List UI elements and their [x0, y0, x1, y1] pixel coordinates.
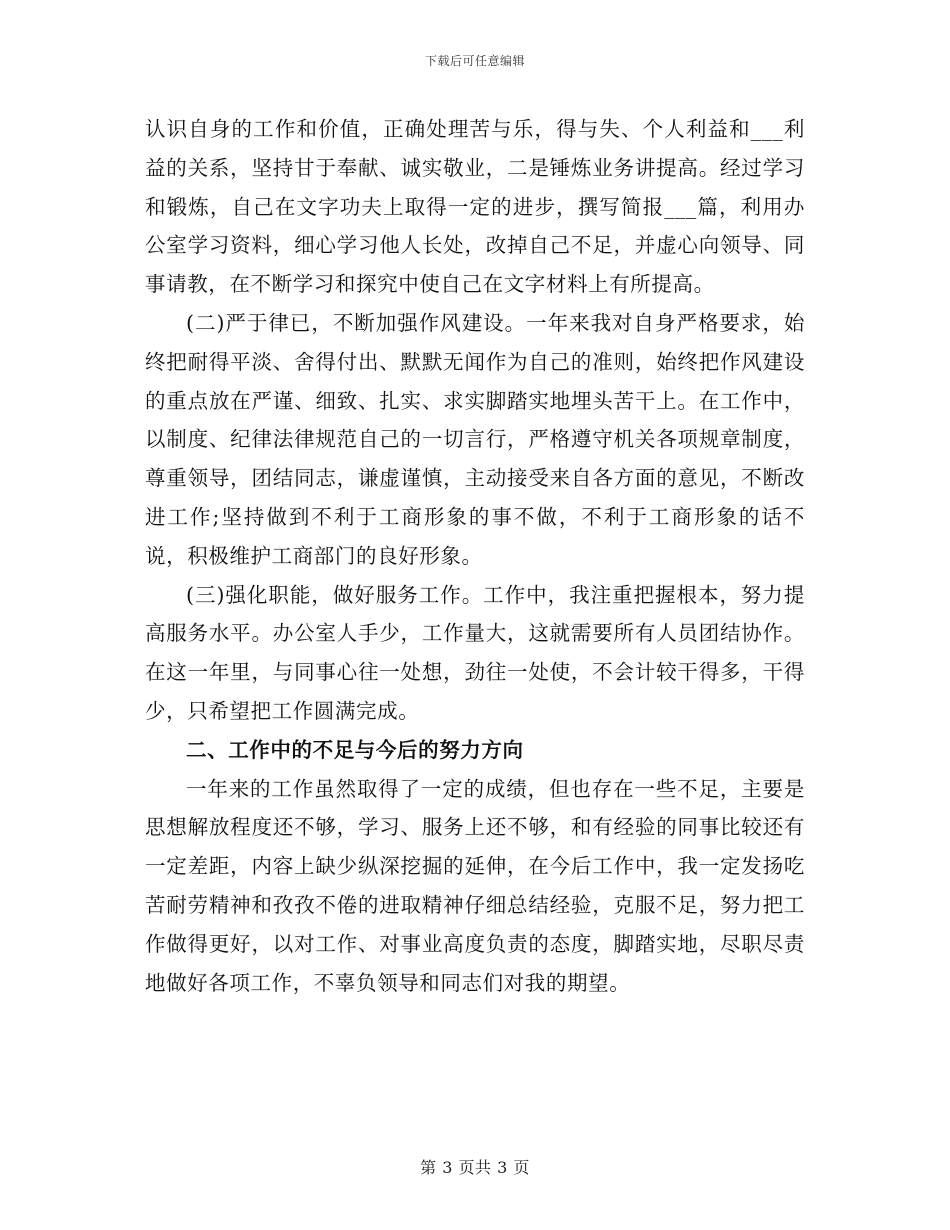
page-header: 下载后可任意编辑 [424, 54, 525, 68]
page-footer: 第 3 页共 3 页 [420, 1158, 530, 1177]
paragraph-section-two: (二)严于律已，不断加强作风建设。一年来我对自身严格要求，始终把耐得平淡、舍得付出、默默无闻作为自己的准则，始终把作风建设的重点放在严谨、细致、扎实、求实脚踏实地埋头苦干上。在工作中，以制度、纪律法律规范自己的一切言行，严格遵守机关各项规章制度，尊重领导，团结同志，谦虚谨慎，主动接受来自各方面的意见，不断改进工作;坚持做到不利于工商形象的事不做，不利于工商形象的话不说，积极维护工商部门的良好形象。 [145, 310, 805, 568]
paragraph-shortcomings: 一年来的工作虽然取得了一定的成绩，但也存在一些不足，主要是思想解放程度还不够，学习、服务上还不够，和有经验的同事比较还有一定差距，内容上缺少纵深挖掘的延伸，在今后工作中，我一定发扬吃苦耐劳精神和孜孜不倦的进取精神仔细总结经验，克服不足，努力把工作做得更好，以对工作、对事业高度负责的态度，脚踏实地，尽职尽责地做好各项工作，不辜负领导和同志们对我的期望。 [145, 776, 805, 995]
paragraph-section-three: (三)强化职能，做好服务工作。工作中，我注重把握根本，努力提高服务水平。办公室人手少，工作量大，这就需要所有人员团结协作。在这一年里，与同事心往一处想，劲往一处使，不会计较干得多，干得少，只希望把工作圆满完成。 [145, 582, 805, 723]
paragraph-continued: 认识自身的工作和价值，正确处理苦与乐，得与失、个人利益和___利益的关系，坚持甘于奉献、诚实敬业，二是锤炼业务讲提高。经过学习和锻炼，自己在文字功夫上取得一定的进步，撰写简报___篇，利用办公室学习资料，细心学习他人长处，改掉自己不足，并虚心向领导、同事请教，在不断学习和探究中使自己在文字材料上有所提高。 [145, 117, 805, 297]
section-heading: 二、工作中的不足与今后的努力方向 [186, 737, 524, 762]
document-body [145, 110, 805, 1002]
